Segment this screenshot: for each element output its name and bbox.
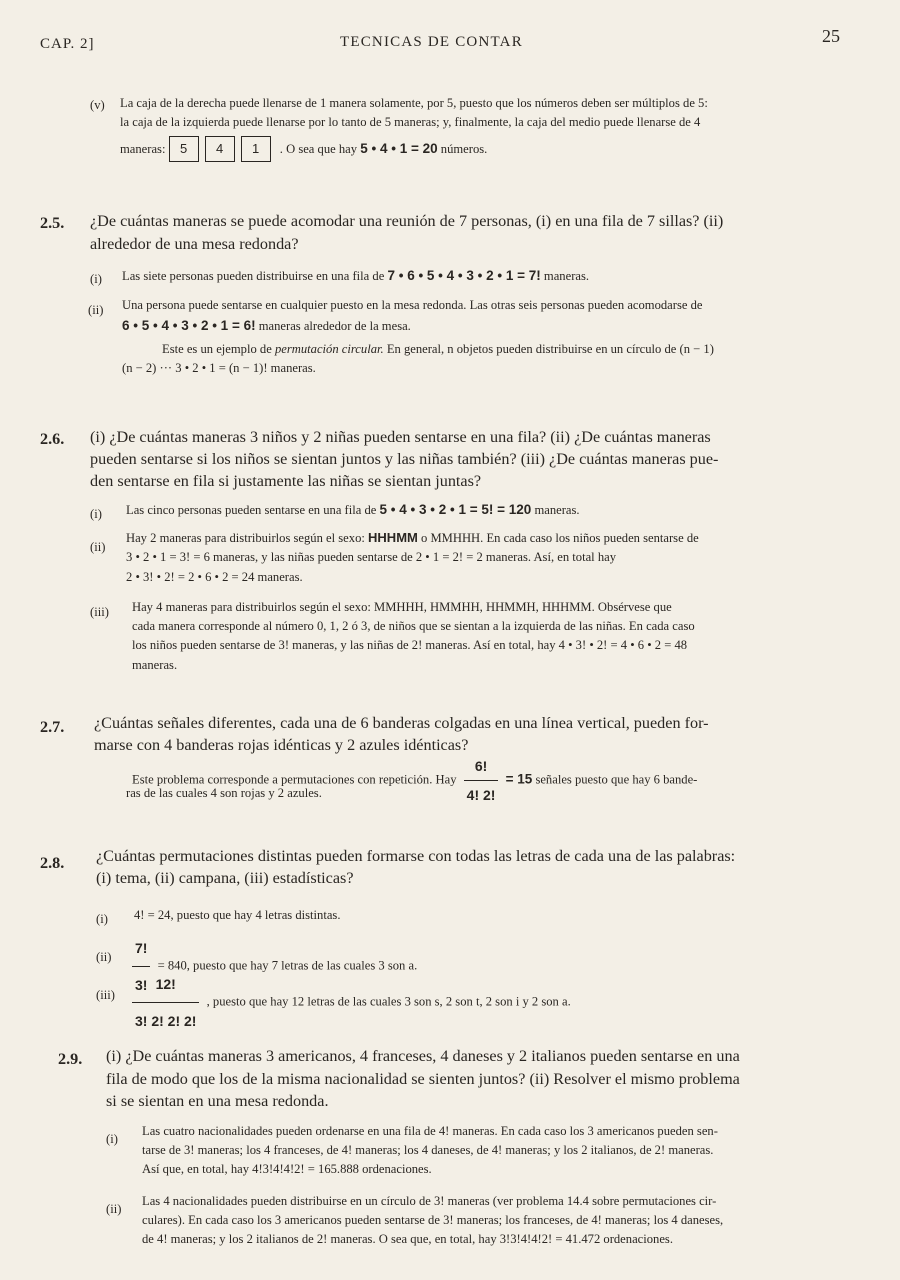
problem-2-9-q2: fila de modo que los de la misma nacionalidad se sienten juntos? (ii) Resolver el mismo problema (106, 1070, 740, 1088)
problem-2-8-q1: ¿Cuántas permutaciones distintas pueden formarse con todas las letras de cada una de las palabras: (96, 847, 736, 865)
problem-2-6-iii-line2: cada manera corresponde al número 0, 1, 2 ó 3, de niños que se sientan a la izquierda de las niñas. En cada caso (132, 619, 695, 633)
problem-2-8-i-label: (i) (96, 912, 108, 926)
problem-2-9-q3: si se sientan en una mesa redonda. (106, 1092, 329, 1110)
answer-end: maneras alrededor de la mesa. (258, 319, 411, 333)
problem-2-6-number: 2.6. (40, 430, 65, 448)
note-post: En general, n objetos pueden distribuirse en un círculo de (n − 1) (386, 342, 714, 356)
part-v-line3-post: . O sea que hay (279, 142, 358, 156)
problem-2-8-iii-label: (iii) (96, 988, 115, 1002)
problem-2-7-q2: marse con 4 banderas rojas idénticas y 2 azules idénticas? (94, 736, 469, 754)
problem-2-6-ii-label: (ii) (90, 540, 106, 554)
problem-2-6-i-answer (126, 500, 866, 520)
fraction-denominator: 3! (135, 977, 148, 993)
chapter-label: CAP. 2] (40, 36, 95, 52)
fraction-numerator: 6! (464, 752, 499, 781)
problem-2-9-number: 2.9. (58, 1050, 83, 1068)
problem-2-5-q1: ¿De cuántas maneras se puede acomodar una reunión de 7 personas, (i) en una fila de 7 sillas? (ii) (90, 212, 724, 230)
problem-2-8-i-answer: 4! = 24, puesto que hay 4 letras distintas. (134, 908, 341, 922)
answer-text: Hay 2 maneras para distribuirlos según el sexo: (126, 531, 365, 545)
answer-text: , puesto que hay 12 letras de las cuales 3 son s, 2 son t, 2 son i y 2 son a. (206, 994, 571, 1009)
problem-2-6-q1: (i) ¿De cuántas maneras 3 niños y 2 niñas pueden sentarse en una fila? (ii) ¿De cuántas maneras (90, 428, 711, 446)
problem-2-5-q2: alrededor de una mesa redonda? (90, 235, 299, 253)
problem-2-9-i-label: (i) (106, 1132, 118, 1146)
problem-2-6-ii-line2: 3 • 2 • 1 = 3! = 6 maneras, y las niñas pueden sentarse de 2 • 1 = 2! = 2 maneras. Así, en total hay (126, 550, 616, 564)
problem-2-5-ii-line2 (122, 316, 862, 336)
problem-2-7-answer2: ras de las cuales 4 son rojas y 2 azules. (126, 786, 322, 800)
running-title: TECNICAS DE CONTAR (340, 34, 523, 50)
part-v-label: (v) (90, 98, 105, 112)
problem-2-5-number: 2.5. (40, 214, 65, 232)
problem-2-6-iii-line4: maneras. (132, 658, 178, 672)
problem-2-6-iii-line3: los niños pueden sentarse de 3! maneras, y las niñas de 2! maneras. Así en total, hay 4 • 3! • 2! = 4 • 6 • 2 = 48 (132, 638, 688, 652)
problem-2-9-ii-label: (ii) (106, 1202, 122, 1216)
problem-2-9-i-line2: tarse de 3! maneras; los 4 franceses, de 4! maneras; los 4 daneses, de 4! maneras; y los 2 italianos, de 2! maneras. (142, 1143, 714, 1157)
part-v-line3-end: números. (440, 142, 488, 156)
answer-formula: 6 • 5 • 4 • 3 • 2 • 1 = 6! (122, 318, 256, 333)
part-v-formula: 5 • 4 • 1 = 20 (360, 141, 438, 156)
problem-2-5-ii-label: (ii) (88, 303, 104, 317)
fraction-numerator: 12! (132, 966, 199, 1003)
answer-bold: HHHMM (368, 530, 418, 545)
problem-2-6-ii-line3: 2 • 3! • 2! = 2 • 6 • 2 = 24 maneras. (126, 570, 303, 584)
problem-2-6-q3: den sentarse en fila si justamente las niñas se sientan juntas? (90, 472, 482, 490)
problem-2-5-note2: (n − 2) ··· 3 • 2 • 1 = (n − 1)! maneras. (122, 361, 316, 375)
part-v-line1: La caja de la derecha puede llenarse de 1 manera solamente, por 5, puesto que los números deben ser múltiplos de 5: (120, 96, 708, 110)
problem-2-9-q1: (i) ¿De cuántas maneras 3 americanos, 4 franceses, 4 daneses y 2 italianos pueden sentarse en una (106, 1047, 740, 1065)
answer-end: maneras. (543, 269, 590, 283)
problem-2-6-iii-line1: Hay 4 maneras para distribuirlos según el sexo: MMHHH, HMMHH, HHMMH, HHHMM. Obsérvese que (132, 600, 672, 614)
problem-2-9-ii-line2: culares). En cada caso los 3 americanos pueden sentarse de 3! maneras; los franceses, de 4! maneras; los 4 daneses, (142, 1213, 724, 1227)
problem-2-9-i-line3: Así que, en total, hay 4!3!4!4!2! = 165.888 ordenaciones. (142, 1162, 432, 1176)
page-header (40, 26, 840, 56)
box-middle: 4 (205, 136, 235, 162)
fraction-numerator: 7! (132, 930, 150, 967)
fraction-denominator: 3! 2! 2! 2! (135, 1013, 197, 1029)
box-left: 5 (169, 136, 199, 162)
answer-post: señales puesto que hay 6 bande- (535, 772, 698, 787)
problem-2-8-q2: (i) tema, (ii) campana, (iii) estadísticas? (96, 869, 354, 887)
problem-2-5-i-label: (i) (90, 272, 102, 286)
problem-2-9-ii-line3: de 4! maneras; y los 2 italianos de 2! maneras. O sea que, en total, hay 3!3!4!4!2! = 41.472 ordenaciones. (142, 1232, 673, 1246)
problem-2-9-ii-line1: Las 4 nacionalidades pueden distribuirse en un círculo de 3! maneras (ver problema 14.4 sobre permutaciones cir- (142, 1194, 717, 1208)
problem-2-9-i-line1: Las cuatro nacionalidades pueden ordenarse en una fila de 4! maneras. En cada caso los 3 americanos pueden sen- (142, 1124, 718, 1138)
problem-2-6-i-label: (i) (90, 507, 102, 521)
answer-text: Las siete personas pueden distribuirse en una fila de (122, 269, 385, 283)
problem-2-6-ii-line1 (126, 528, 866, 548)
note-emphasis: permutación circular. (274, 342, 384, 356)
answer-text: Las cinco personas pueden sentarse en una fila de (126, 503, 377, 517)
answer-text: = 840, puesto que hay 7 letras de las cuales 3 son a. (157, 958, 418, 973)
note-pre: Este es un ejemplo de (162, 342, 272, 356)
answer-formula: 5 • 4 • 3 • 2 • 1 = 5! = 120 (379, 502, 532, 517)
problem-2-6-iii-label: (iii) (90, 605, 109, 619)
problem-2-8-number: 2.8. (40, 854, 65, 872)
fraction (132, 966, 199, 1039)
problem-2-6-q2: pueden sentarse si los niños se sientan juntos y las niñas también? (iii) ¿De cuántas maneras pue- (90, 450, 719, 468)
problem-2-5-note1 (162, 340, 862, 359)
part-v-line3-pre: maneras: (120, 142, 166, 156)
part-v-line3 (120, 136, 860, 162)
problem-2-5-ii-line1: Una persona puede sentarse en cualquier puesto en la mesa redonda. Las otras seis personas pueden acomodarse de (122, 298, 703, 312)
answer-result: = 15 (505, 771, 533, 787)
problem-2-8-iii-answer (128, 966, 868, 1039)
answer-formula: 7 • 6 • 5 • 4 • 3 • 2 • 1 = 7! (387, 268, 541, 283)
part-v-line2: la caja de la izquierda puede llenarse por lo tanto de 5 maneras; y, finalmente, la caja del medio puede llenarse de 4 (120, 115, 701, 129)
fraction-denominator: 4! 2! (466, 787, 496, 803)
page-number: 25 (822, 26, 840, 46)
answer-text: Este problema corresponde a permutaciones con repetición. Hay (132, 772, 457, 787)
problem-2-5-i-answer (122, 266, 862, 286)
answer-end: maneras. (534, 503, 580, 517)
problem-2-8-ii-label: (ii) (96, 950, 112, 964)
problem-2-7-q1: ¿Cuántas señales diferentes, cada una de 6 banderas colgadas en una línea vertical, pueden for- (94, 714, 709, 732)
answer-post: o MMHHH. En cada caso los niños pueden sentarse de (421, 531, 699, 545)
box-right: 1 (241, 136, 271, 162)
problem-2-7-number: 2.7. (40, 718, 65, 736)
